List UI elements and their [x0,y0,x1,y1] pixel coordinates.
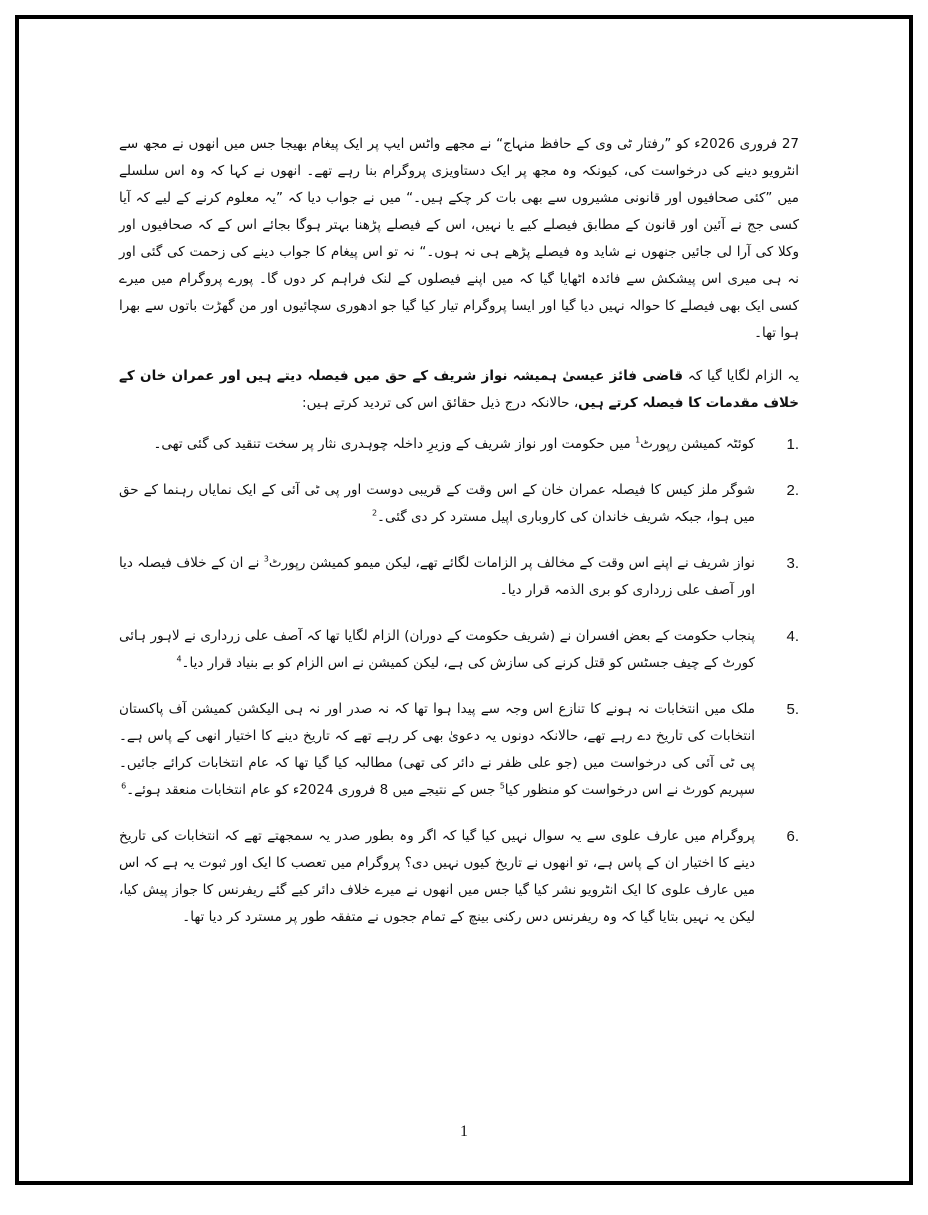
item-text: کوئٹہ کمیشن رپورٹ [640,436,755,452]
list-item [119,477,799,531]
intro-paragraph [119,131,799,347]
footnote-ref: 3 [263,554,269,564]
intro-text: 27 فروری 2026ء کو ”رفتار ٹی وی کے حافظ منہاج“ نے مجھے واٹس ایپ پر ایک پیغام بھیجا جس میں انھوں نے مجھ سے انٹرویو دینے کی درخواست کی، کیونکہ وہ مجھ پر ایک دستاویزی پروگرام بنا رہے تھے۔ انھوں نے کہا کہ وہ اس سلسلے میں ”کئی صحافیوں اور قانونی مشیروں سے بھی بات کر چکے ہیں۔“ میں نے جواب دیا کہ ”یہ معلوم کرنے کے لیے کہ آیا کسی جج نے آئین اور قانون کے مطابق فیصلے کیے یا نہیں، اس کے فیصلے پڑھنا بہتر ہوگا بجائے اس کے کہ صحافیوں اور وکلا کی آرا لی جائیں جنھوں نے شاید وہ فیصلے پڑھے ہی نہ ہوں۔“ نہ تو اس پیغام کا جواب دینے کی زحمت کی گئی اور نہ ہی میری اس پیشکش سے فائدہ اٹھایا گیا کہ میں اپنے فیصلوں کے لنک فراہم کر دوں گا۔ پورے پروگرام میں میرے کسی ایک بھی فیصلے کا حوالہ نہیں دیا گیا اور ایسا پروگرام تیار کیا گیا جو ادھوری سچائیوں اور من گھڑت باتوں سے بھرا ہوا تھا۔ [119,136,799,341]
list-item [119,431,799,458]
document-page [15,15,913,1185]
item-text: ملک میں انتخابات نہ ہونے کا تنازع اس وجہ سے پیدا ہوا تھا کہ نہ صدر اور نہ ہی الیکشن کمیشن آف پاکستان انتخابات کی تاریخ دے رہے تھے، حالانکہ دونوں یہ دعویٰ بھی کر رہے تھے کہ تاریخ دینے کا اختیار انھی کے پاس ہے۔ پی ٹی آئی کی درخواست میں (جو علی ظفر نے دائر کی تھی) مطالبہ کیا گیا تھا کہ عام انتخابات کرائے جائیں۔ سپریم کورٹ نے اس درخواست کو منظور کیا [119,701,755,798]
item-number: 6. [786,828,799,845]
facts-list [119,431,799,931]
item-text: پنجاب حکومت کے بعض افسران نے (شریف حکومت کے دوران) الزام لگایا تھا کہ آصف علی زرداری نے لاہور ہائی کورٹ کے چیف جسٹس کو قتل کرنے کی سازش کی ہے، لیکن کمیشن نے اس الزام کو بے بنیاد قرار دیا۔ [119,628,755,671]
item-text-cont: جس کے نتیجے میں 8 فروری 2024ء کو عام انتخابات منعقد ہوئے۔ [126,782,500,798]
allegation-suffix: ، حالانکہ درج ذیل حقائق اس کی تردید کرتے ہیں: [302,395,579,411]
item-text: پروگرام میں عارف علوی سے یہ سوال نہیں کیا گیا کہ اگر وہ بطور صدر یہ سمجھتے تھے کہ انتخابات کی تاریخ دینے کا اختیار ان کے پاس ہے، تو انھوں نے تاریخ کیوں نہیں دی؟ پروگرام میں تعصب کا ایک اور ثبوت یہ ہے کہ اس میں عارف علوی کا ایک انٹرویو نشر کیا گیا جس میں انھوں نے میرے خلاف دائر کیے گئے ریفرنس کا جواز پیش کیا، لیکن یہ نہیں بتایا گیا کہ وہ ریفرنس دس رکنی بینچ کے تمام ججوں نے متفقہ طور پر مسترد کر دیا تھا۔ [119,828,755,925]
item-text: نواز شریف نے اپنے اس وقت کے مخالف پر الزامات لگائے تھے، لیکن میمو کمیشن رپورٹ [268,555,755,571]
allegation-paragraph [119,363,799,417]
item-number: 1. [786,436,799,453]
item-number: 2. [786,482,799,499]
list-item [119,696,799,804]
list-item [119,823,799,931]
allegation-prefix: یہ الزام لگایا گیا کہ [682,368,799,384]
item-number: 5. [786,701,799,718]
item-number: 4. [786,628,799,645]
page-content [119,131,799,950]
item-text-cont: میں حکومت اور نواز شریف کے وزیرِ داخلہ چوہدری نثار پر سخت تنقید کی گئی تھی۔ [153,436,636,452]
footnote-ref: 2 [371,508,378,518]
page-number: 1 [460,1123,468,1140]
list-item [119,550,799,604]
footnote-ref: 5 [499,781,505,791]
allegation-bold-text: قاضی فائز عیسیٰ ہمیشہ نواز شریف کے حق میں فیصلہ دیتے ہیں اور عمران خان کے خلاف مقدمات کا فیصلہ کرتے ہیں [119,368,799,411]
footnote-ref: 6 [121,781,127,791]
list-item [119,623,799,677]
footnote-ref: 4 [176,654,182,664]
item-text: شوگر ملز کیس کا فیصلہ عمران خان کے اس وقت کے قریبی دوست اور پی ٹی آئی کے ایک نمایاں رہنما کے حق میں ہوا، جبکہ شریف خاندان کی کاروباری اپیل مسترد کر دی گئی۔ [119,482,755,525]
item-text-cont: نے ان کے خلاف فیصلہ دیا اور آصف علی زرداری کو بری الذمہ قرار دیا۔ [119,555,755,598]
item-number: 3. [786,555,799,572]
footnote-ref: 1 [635,435,641,445]
